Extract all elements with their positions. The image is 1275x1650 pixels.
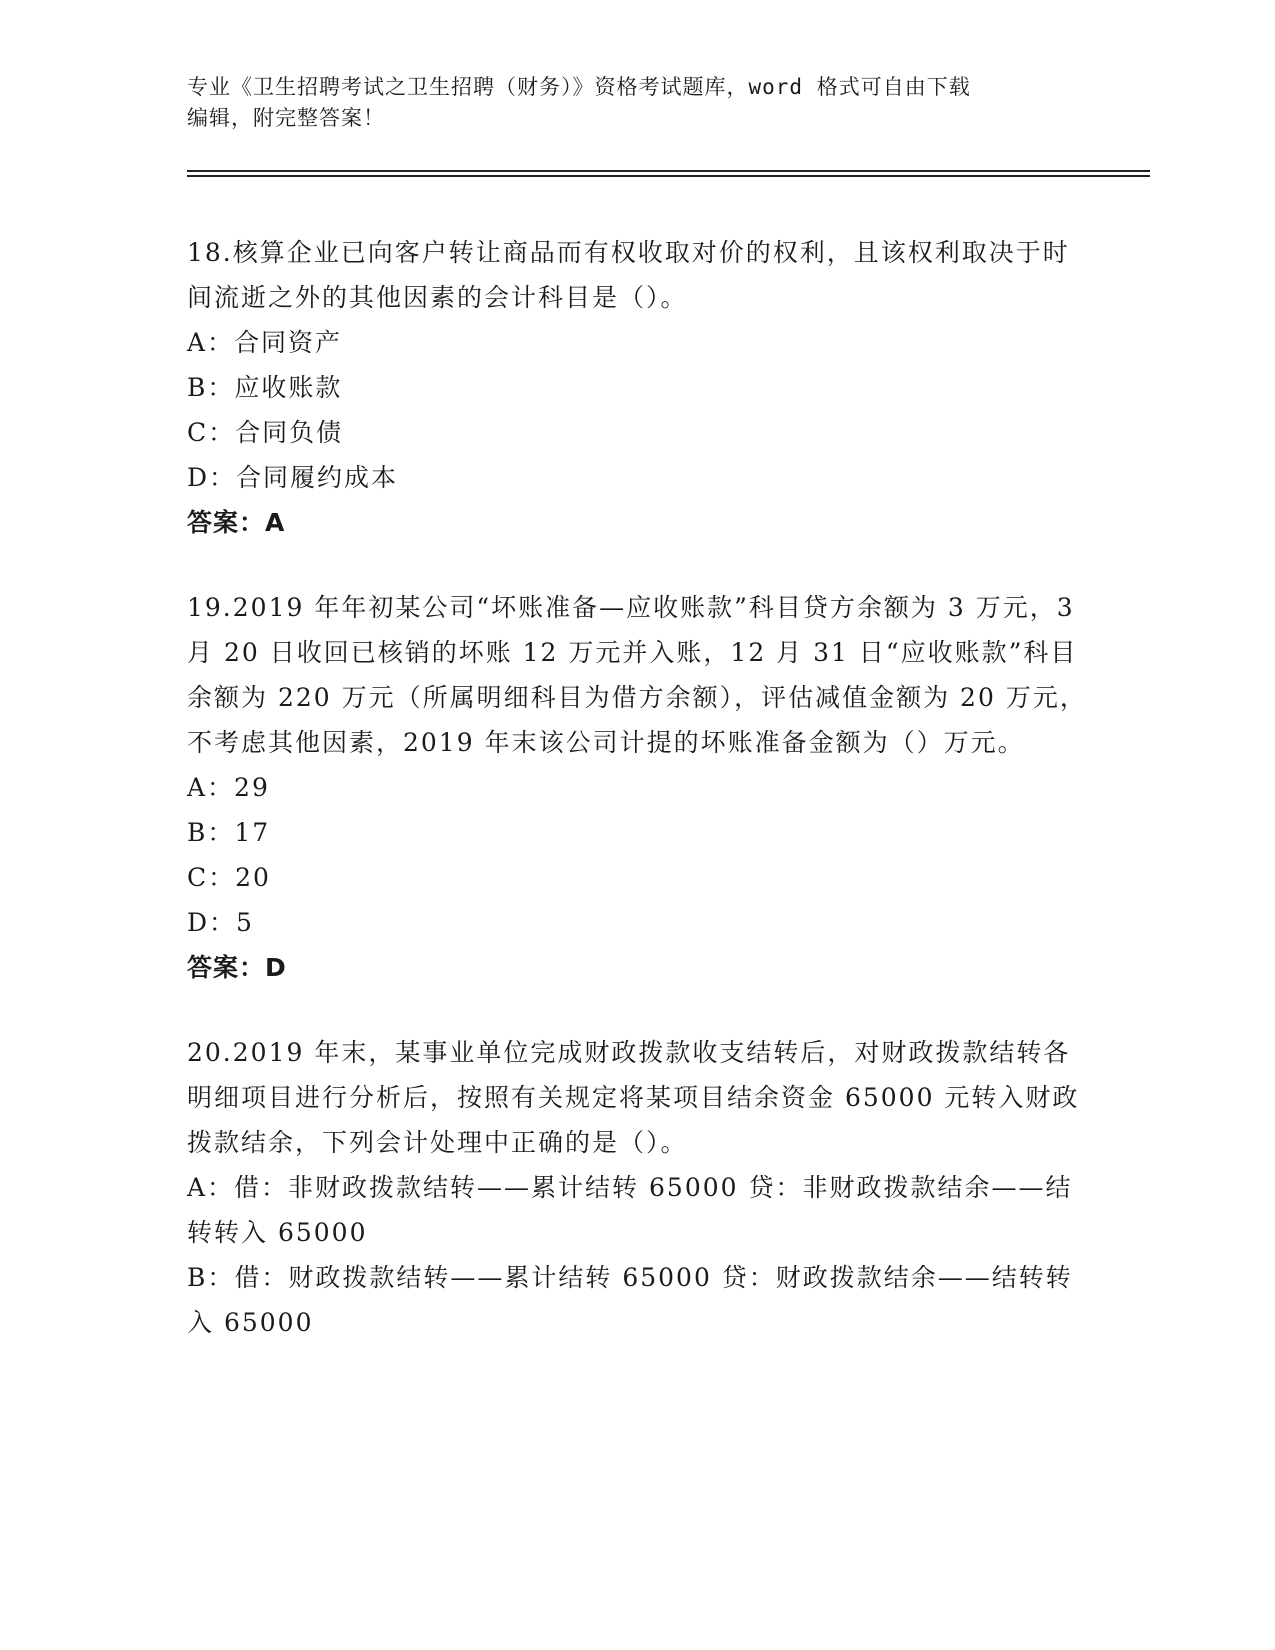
option-c: C：20 (187, 863, 271, 892)
question-20 (187, 1030, 1087, 1345)
option-b: B：借：财政拨款结转——累计结转 65000 贷：财政拨款结余——结转转入 65000 (187, 1263, 1073, 1337)
header-rule-top (187, 170, 1150, 172)
option-a: A：29 (187, 773, 270, 802)
option-a: A：合同资产 (187, 328, 343, 357)
option-b: B：应收账款 (187, 373, 343, 402)
question-18 (187, 230, 1087, 545)
option-a: A：借：非财政拨款结转——累计结转 65000 贷：非财政拨款结余——结转转入 65000 (187, 1173, 1073, 1247)
question-stem: 18.核算企业已向客户转让商品而有权收取对价的权利，且该权利取决于时间流逝之外的其他因素的会计科目是（）。 (187, 238, 1070, 312)
question-stem: 19.2019 年年初某公司“坏账准备—应收账款”科目贷方余额为 3 万元，3 月 20 日收回已核销的坏账 12 万元并入账，12 月 31 日“应收账款”科目余额为 220 万元（所属明细科目为借方余额），评估减值金额为 20 万元，不考虑其他因素，2019 年末该公司计提的坏账准备金额为（）万元。 (187, 593, 1087, 757)
option-d: D：合同履约成本 (187, 463, 399, 492)
document-header (187, 72, 1067, 134)
answer: 答案：A (187, 508, 286, 537)
answer: 答案：D (187, 953, 287, 982)
option-b: B：17 (187, 818, 271, 847)
question-list (187, 230, 1087, 1385)
header-line-2: 编辑，附完整答案！ (187, 106, 385, 130)
header-line-1: 专业《卫生招聘考试之卫生招聘（财务）》资格考试题库，word 格式可自由下载 (187, 75, 971, 99)
option-d: D：5 (187, 908, 254, 937)
question-stem: 20.2019 年末，某事业单位完成财政拨款收支结转后，对财政拨款结转各明细项目进行分析后，按照有关规定将某项目结余资金 65000 元转入财政拨款结余，下列会计处理中正确的是（）。 (187, 1038, 1080, 1157)
question-19 (187, 585, 1087, 990)
option-c: C：合同负债 (187, 418, 344, 447)
header-rule-bottom (187, 175, 1150, 177)
